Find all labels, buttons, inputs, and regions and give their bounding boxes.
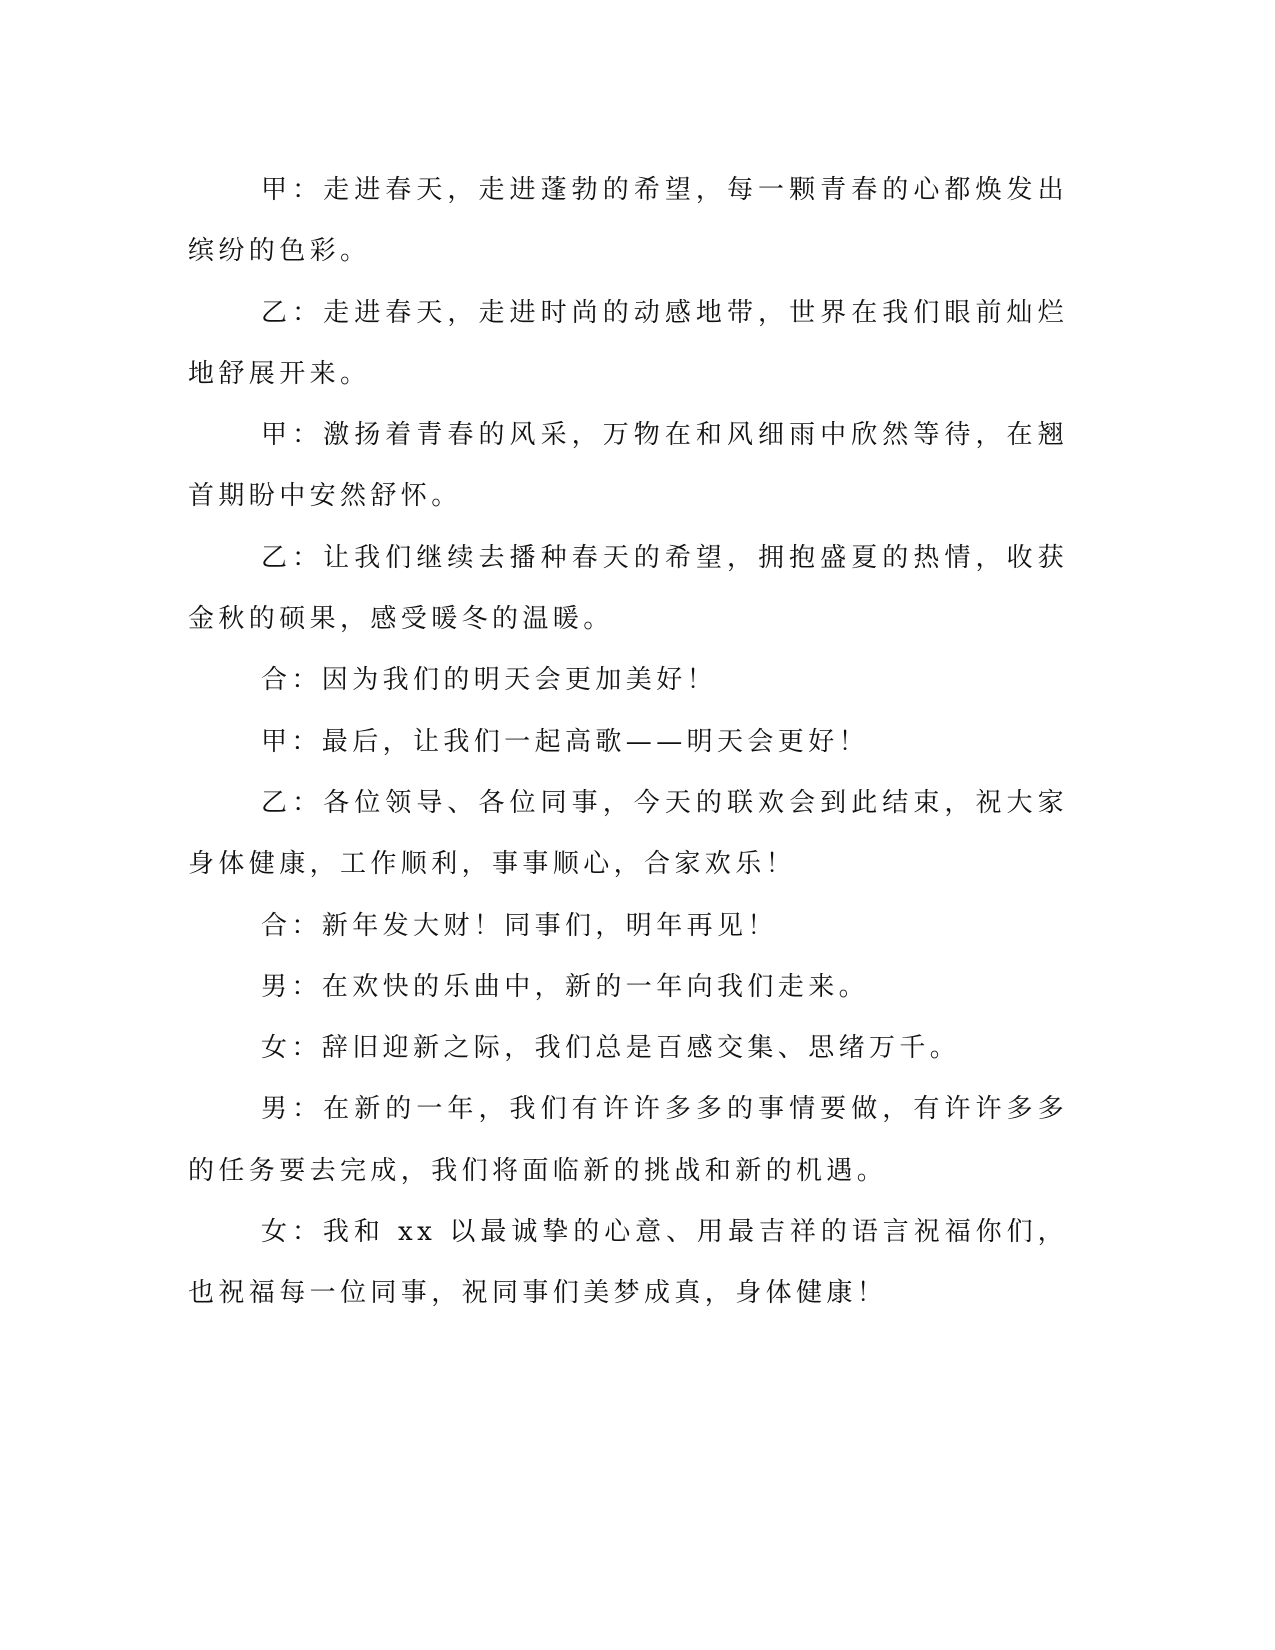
paragraph-11: 男：在新的一年，我们有许许多多的事情要做，有许许多多的任务要去完成，我们将面临新的挑战和新的机遇。	[188, 1094, 1068, 1186]
paragraph-2: 乙：走进春天，走进时尚的动感地带，世界在我们眼前灿烂地舒展开来。	[188, 297, 1068, 389]
paragraph-12: 女：我和 xx 以最诚挚的心意、用最吉祥的语言祝福你们，也祝福每一位同事，祝同事们美梦成真，身体健康！	[188, 1217, 1068, 1309]
paragraph-5: 合：因为我们的明天会更加美好！	[261, 665, 718, 696]
paragraph-4: 乙：让我们继续去播种春天的希望，拥抱盛夏的热情，收获金秋的硕果，感受暖冬的温暖。	[188, 542, 1068, 635]
paragraph-9: 男：在欢快的乐曲中，新的一年向我们走来。	[261, 971, 870, 1002]
paragraph-10: 女：辞旧迎新之际，我们总是百感交集、思绪万千。	[261, 1033, 961, 1064]
paragraph-6: 甲：最后，让我们一起高歌——明天会更好！	[261, 726, 870, 757]
paragraph-7: 乙：各位领导、各位同事，今天的联欢会到此结束，祝大家身体健康，工作顺利，事事顺心，合家欢乐！	[188, 787, 1068, 880]
document-body	[188, 160, 1068, 1325]
paragraph-1: 甲：走进春天，走进蓬勃的希望，每一颗青春的心都焕发出缤纷的色彩。	[188, 175, 1068, 267]
paragraph-3: 甲：激扬着青春的风采，万物在和风细雨中欣然等待，在翘首期盼中安然舒怀。	[188, 420, 1068, 512]
paragraph-8: 合：新年发大财！同事们，明年再见！	[261, 910, 778, 941]
